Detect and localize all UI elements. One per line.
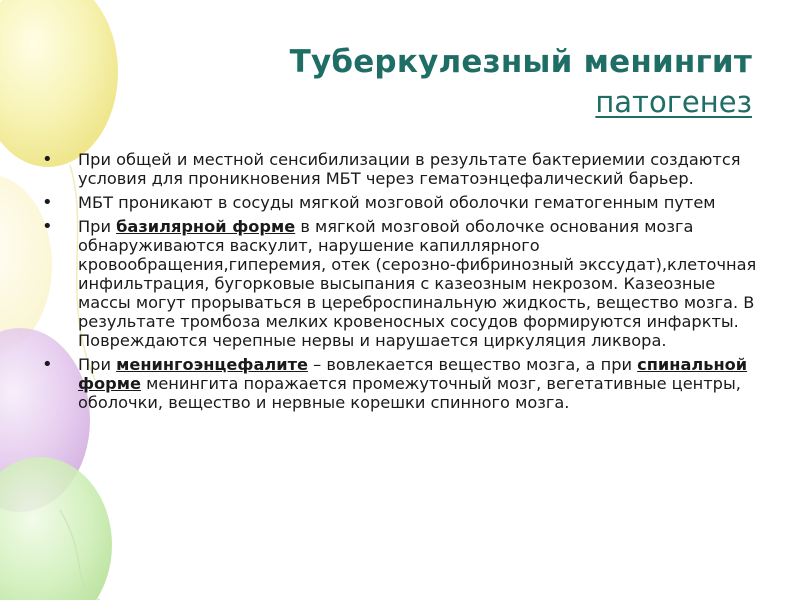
bullet-item bbox=[40, 193, 760, 212]
bullet-list bbox=[40, 150, 760, 417]
bullet-text: МБТ проникают в сосуды мягкой мозговой оболочки гематогенным путем bbox=[78, 193, 716, 212]
term-spinal-form: спинальной форме bbox=[78, 355, 748, 393]
bullet-text: При общей и местной сенсибилизации в результате бактериемии создаются условия для проникновения МБТ через гематоэнцефалический барьер. bbox=[78, 150, 741, 188]
bullet-text: менингита поражается промежуточный мозг, вегетативные центры, оболочки, вещество и нервные корешки спинного мозга. bbox=[78, 374, 741, 412]
bullet-item bbox=[40, 355, 760, 412]
term-meningoencephalitis: менингоэнцефалите bbox=[116, 355, 308, 374]
bullet-prefix: При bbox=[78, 355, 117, 374]
slide-title: Туберкулезный менингит bbox=[289, 44, 752, 80]
bullet-text: – вовлекается вещество мозга, а при bbox=[307, 355, 638, 374]
bullet-text: в мягкой мозговой оболочке основания мозга обнаруживаются васкулит, нарушение капиллярного кровообращения,гиперемия, отек (серозно-фибринозный экссудат),клеточная инфильтрация, бугорковые высыпания с казеозным некрозом. Казеозные массы могут прорываться в цереброспинальную жидкость, вещество мозга. В результате тромбоза мелких кровеносных сосудов формируются инфаркты. Повреждаются черепные нервы и нарушается циркуляция ликвора. bbox=[78, 217, 757, 350]
bullet-item bbox=[40, 217, 760, 350]
bullet-item bbox=[40, 150, 760, 188]
term-basilar-form: базилярной форме bbox=[116, 217, 296, 236]
title-block bbox=[290, 42, 752, 122]
slide-subtitle: патогенез bbox=[595, 85, 752, 119]
bullet-prefix: При bbox=[78, 217, 117, 236]
